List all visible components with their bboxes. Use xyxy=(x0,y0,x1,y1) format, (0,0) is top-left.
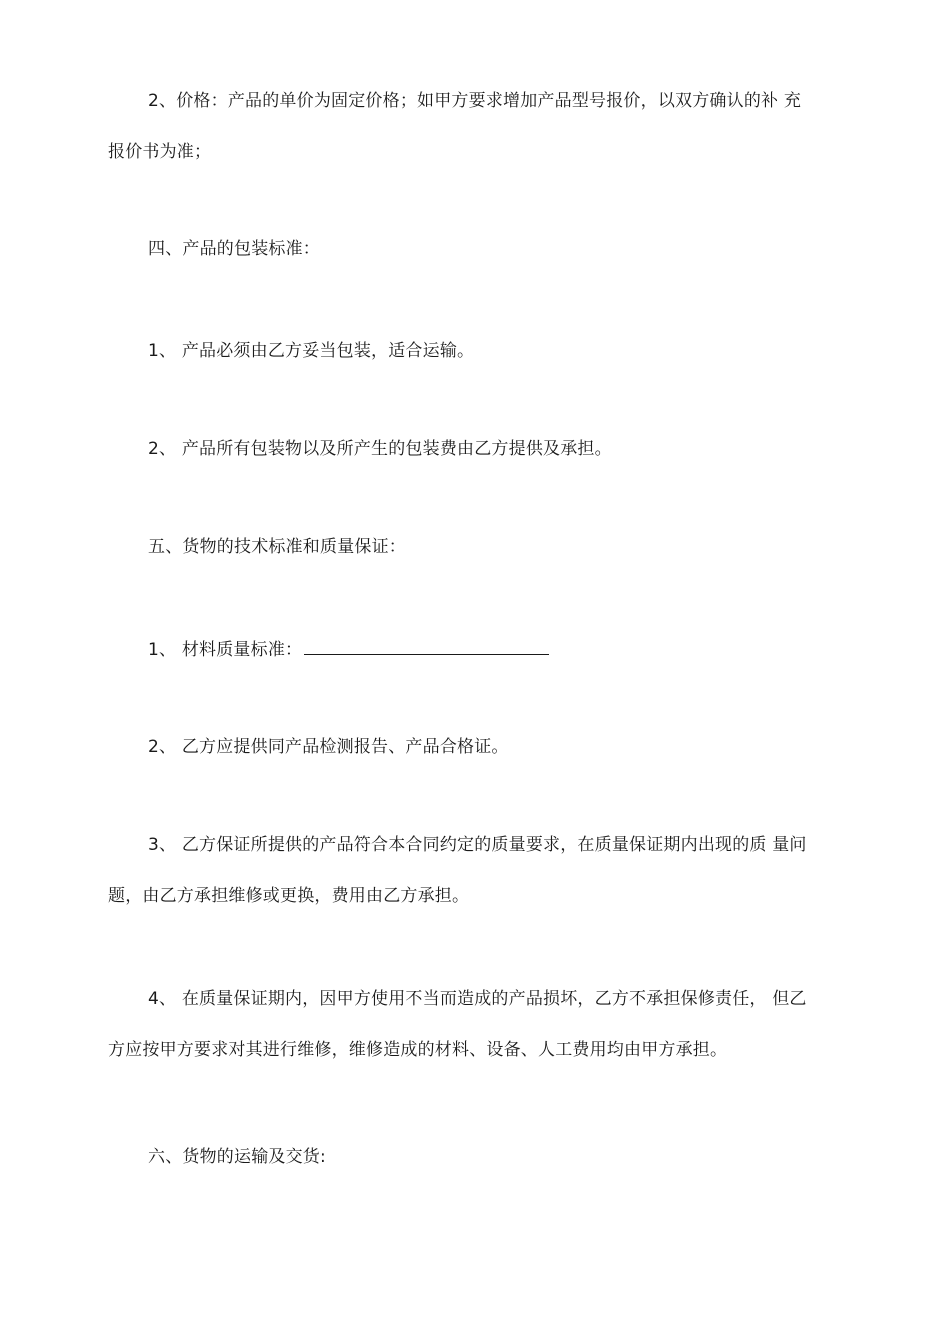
quality-clause-3-line-2: 题，由乙方承担维修或更换，费用由乙方承担。 xyxy=(108,886,470,906)
quality-clause-1-label: 1、 材料质量标准： xyxy=(148,640,303,660)
price-clause-line-1: 2、价格：产品的单价为固定价格；如甲方要求增加产品型号报价，以双方确认的补 充 xyxy=(148,91,802,111)
packaging-clause-1: 1、 产品必须由乙方妥当包装，适合运输。 xyxy=(148,341,475,361)
quality-clause-2: 2、 乙方应提供同产品检测报告、产品合格证。 xyxy=(148,737,509,757)
section-heading-transport: 六、货物的运输及交货: xyxy=(148,1147,326,1167)
section-heading-quality: 五、货物的技术标准和质量保证： xyxy=(148,537,406,557)
quality-clause-1 xyxy=(148,638,549,661)
price-clause-line-2: 报价书为准； xyxy=(108,142,212,162)
quality-clause-4-line-1: 4、 在质量保证期内，因甲方使用不当而造成的产品损坏，乙方不承担保修责任， 但乙 xyxy=(148,989,807,1009)
material-standard-blank xyxy=(304,638,549,655)
section-heading-packaging: 四、产品的包装标准： xyxy=(148,239,320,259)
quality-clause-3-line-1: 3、 乙方保证所提供的产品符合本合同约定的质量要求，在质量保证期内出现的质 量问 xyxy=(148,835,807,855)
quality-clause-4-line-2: 方应按甲方要求对其进行维修，维修造成的材料、设备、人工费用均由甲方承担。 xyxy=(108,1040,728,1060)
packaging-clause-2: 2、 产品所有包装物以及所产生的包装费由乙方提供及承担。 xyxy=(148,439,612,459)
